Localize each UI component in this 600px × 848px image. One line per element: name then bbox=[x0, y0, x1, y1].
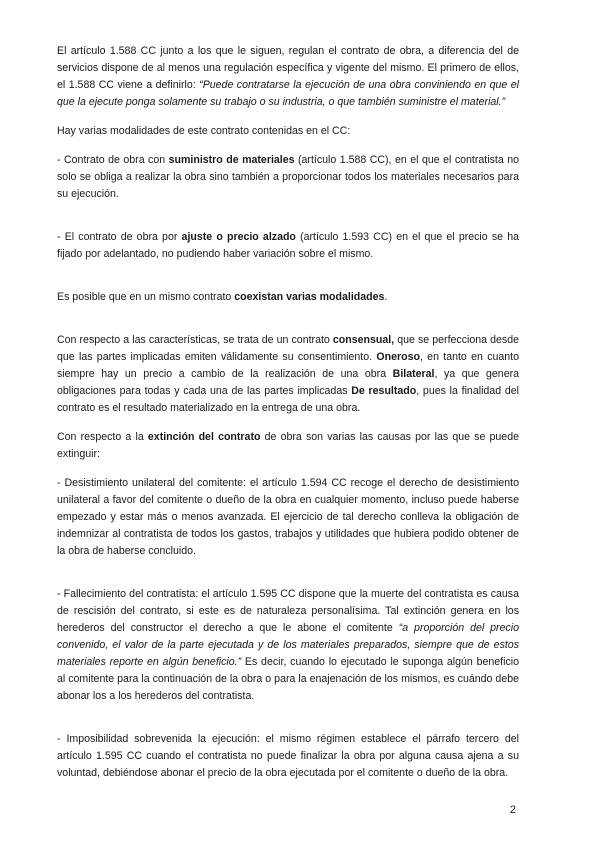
paragraph-contractor-death bbox=[57, 586, 519, 705]
paragraph-text: , ya que genera obligaciones para todas y cada una de las partes implicadas bbox=[57, 368, 520, 397]
paragraph-text: - Fallecimiento del contratista: el artículo 1.595 CC dispone que la muerte del contratista es causa de rescisión del contrato, si este es de naturaleza personalísima. Tal extinción genera en los herederos del constructor el derecho a que le abone el comitente bbox=[57, 588, 519, 634]
bold-term: consensual, bbox=[332, 334, 395, 346]
paragraph-text: , en tanto en cuanto siempre hay un precio a cambio de la realización de una obra bbox=[57, 351, 519, 380]
paragraph-text: (artículo 1.588 CC), en el que el contratista no solo se obliga a realizar la obra sino también a proporcionar todos los materiales necesarios para su ejecución. bbox=[57, 154, 519, 200]
paragraph-extinction-intro bbox=[57, 429, 519, 463]
paragraph-unilateral-withdrawal bbox=[57, 475, 519, 560]
legal-quote: “a proporción del precio convenido, el valor de la parte ejecutada y de los materiales preparados, siempre que de estos materiales reporte en algún beneficio.” bbox=[57, 622, 520, 668]
bold-term: suministro de materiales bbox=[168, 154, 295, 166]
bold-term: extinción del contrato bbox=[147, 431, 261, 443]
paragraph-text: Con respecto a las características, se trata de un contrato bbox=[57, 334, 333, 346]
paragraph-definition bbox=[57, 43, 519, 111]
paragraph-materials-supply bbox=[57, 152, 519, 203]
paragraph-supervening-impossibility bbox=[57, 731, 519, 782]
paragraph-text: Hay varias modalidades de este contrato contenidas en el CC: bbox=[57, 125, 351, 137]
paragraph-text: , pues la finalidad del contrato es el resultado materializado en la entrega de una obra. bbox=[57, 385, 519, 414]
paragraph-text: (artículo 1.593 CC) en el que el precio se ha fijado por adelantado, no pudiendo haber variación sobre el mismo. bbox=[57, 231, 519, 260]
legal-quote: “Puede contratarse la ejecución de una obra conviniendo en que el que la ejecute ponga solamente su trabajo o su industria, o que también suministre el material.” bbox=[57, 79, 519, 108]
paragraph-text: - El contrato de obra por bbox=[57, 231, 182, 243]
paragraph-text: Es decir, cuando lo ejecutado le suponga algún beneficio al comitente para la continuación de la obra o para la enajenación de los mismos, es cuándo debe abonar los a los herederos del contratista. bbox=[57, 656, 519, 702]
paragraph-text: Es posible que en un mismo contrato bbox=[57, 291, 235, 303]
page-number: 2 bbox=[509, 804, 516, 816]
bold-term: Oneroso bbox=[376, 351, 420, 363]
paragraph-modalities-intro bbox=[57, 123, 519, 140]
paragraph-text: - Desistimiento unilateral del comitente: el artículo 1.594 CC recoge el derecho de desistimiento unilateral a favor del comitente o dueño de la obra en cualquier momento, incluso puede haberse empezado y estar más o menos avanzada. El ejercicio de tal derecho conlleva la obligación de indemnizar al contratista de todos los gastos, trabajos y utilidades que hubiera podido obtener de la obra de haberse concluido. bbox=[57, 477, 519, 557]
paragraph-text: - Imposibilidad sobrevenida la ejecución: el mismo régimen establece el párrafo tercero del artículo 1.595 CC cuando el contratista no puede finalizar la obra por alguna causa ajena a su voluntad, debiéndose abonar el precio de la obra ejecutada por el comitente o dueño de la obra. bbox=[57, 733, 519, 779]
bold-term: Bilateral bbox=[392, 368, 435, 380]
paragraph-coexisting-modalities bbox=[57, 289, 519, 306]
paragraph-text: que se perfecciona desde que las partes implicadas emiten válidamente su consentimiento. bbox=[57, 334, 519, 363]
bold-term: ajuste o precio alzado bbox=[181, 231, 296, 243]
bold-term: De resultado bbox=[351, 385, 417, 397]
paragraph-text: . bbox=[384, 291, 388, 303]
paragraph-text: de obra son varias las causas por las que se puede extinguir: bbox=[57, 431, 519, 460]
paragraph-characteristics bbox=[57, 332, 519, 417]
paragraph-text: El artículo 1.588 CC junto a los que le siguen, regulan el contrato de obra, a diferencia del de servicios dispone de al menos una regulación específica y vigente del mismo. El primero de ellos, el 1.588 CC viene a definirlo: bbox=[57, 45, 519, 91]
paragraph-text: - Contrato de obra con bbox=[57, 154, 169, 166]
bold-term: coexistan varias modalidades bbox=[234, 291, 385, 303]
paragraph-fixed-price bbox=[57, 229, 519, 263]
paragraph-text: Con respecto a la bbox=[57, 431, 148, 443]
document-body bbox=[57, 43, 519, 794]
